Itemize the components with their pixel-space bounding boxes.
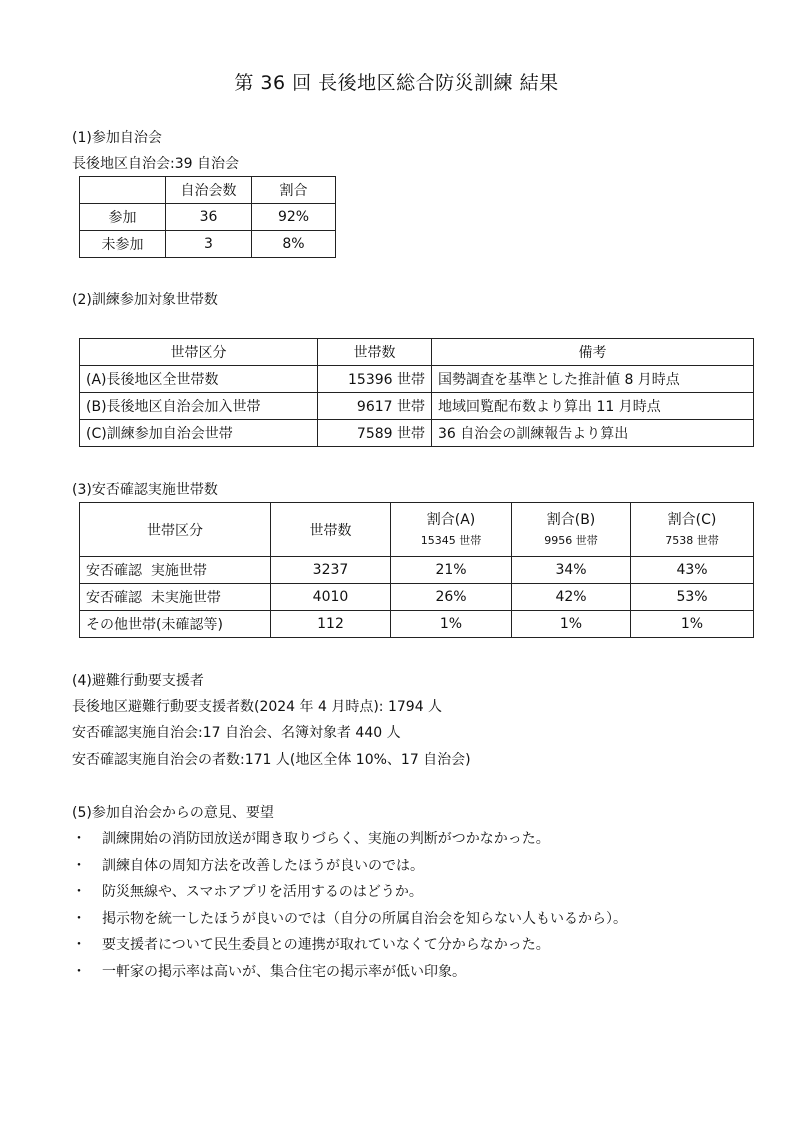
table-row (80, 420, 754, 447)
list-item (72, 963, 466, 981)
table-cell: 34% (512, 557, 631, 584)
table-header-cell: 備考 (432, 339, 754, 366)
table-cell: 26% (391, 584, 512, 611)
list-item-text: 要支援者について民生委員との連携が取れていなくて分からなかった。 (102, 937, 550, 953)
table-row (80, 393, 754, 420)
table-cell: 112 (271, 611, 391, 638)
table-cell: 1% (631, 611, 754, 638)
table-cell: 安否確認 未実施世帯 (80, 584, 271, 611)
households-table (79, 338, 754, 447)
table-row (80, 366, 754, 393)
table-header-cell (631, 503, 754, 557)
bullet-mark: ・ (72, 964, 86, 980)
table-cell: 地域回覧配布数より算出 11 月時点 (432, 393, 754, 420)
section5-heading: (5)参加自治会からの意見、要望 (72, 805, 274, 821)
table-header-row (80, 177, 336, 204)
table-cell: 43% (631, 557, 754, 584)
section1-summary: 長後地区自治会:39 自治会 (72, 156, 239, 172)
table-row (80, 204, 336, 231)
list-item (72, 857, 424, 875)
table-header-cell: 自治会数 (166, 177, 252, 204)
table-cell: 92% (252, 204, 336, 231)
table-cell: (A)長後地区全世帯数 (80, 366, 318, 393)
table-header-cell: 世帯数 (271, 503, 391, 557)
list-item (72, 830, 550, 848)
table-header-cell: 世帯区分 (80, 339, 318, 366)
table-header-cell: 割合 (252, 177, 336, 204)
ratio-c-label: 割合(C) (667, 511, 717, 528)
table-cell: その他世帯(未確認等) (80, 611, 271, 638)
bullet-mark: ・ (72, 884, 86, 900)
section2-heading: (2)訓練参加対象世帯数 (72, 292, 218, 308)
ratio-c-base: 7538 世帯 (665, 533, 719, 547)
table-row (80, 611, 754, 638)
list-item-text: 訓練自体の周知方法を改善したほうが良いのでは。 (102, 858, 424, 874)
table-cell: 3 (166, 231, 252, 258)
table-cell: (B)長後地区自治会加入世帯 (80, 393, 318, 420)
section1-heading: (1)参加自治会 (72, 130, 162, 146)
section4-line: 安否確認実施自治会の者数:171 人(地区全体 10%、17 自治会) (72, 752, 471, 768)
table-cell: 36 自治会の訓練報告より算出 (432, 420, 754, 447)
table-cell: 1% (391, 611, 512, 638)
table-header-row (80, 339, 754, 366)
list-item (72, 883, 423, 901)
section3-heading: (3)安否確認実施世帯数 (72, 482, 218, 498)
table-cell: 53% (631, 584, 754, 611)
table-header-cell: 世帯区分 (80, 503, 271, 557)
table-header-cell (391, 503, 512, 557)
list-item-text: 掲示物を統一したほうが良いのでは（自分の所属自治会を知らない人もいるから）。 (102, 911, 627, 927)
table-header-cell: 世帯数 (318, 339, 432, 366)
table-cell: 1% (512, 611, 631, 638)
list-item (72, 936, 550, 954)
ratio-b-base: 9956 世帯 (544, 533, 598, 547)
bullet-mark: ・ (72, 911, 86, 927)
bullet-mark: ・ (72, 937, 86, 953)
participation-table (79, 176, 336, 258)
table-cell: 未参加 (80, 231, 166, 258)
page-title: 第 36 回 長後地区総合防災訓練 結果 (234, 72, 559, 94)
table-cell: 国勢調査を基準とした推計値 8 月時点 (432, 366, 754, 393)
section4-heading: (4)避難行動要支援者 (72, 673, 204, 689)
table-header-row (80, 503, 754, 557)
table-cell: 15396 世帯 (318, 366, 432, 393)
list-item (72, 910, 627, 928)
table-cell: 7589 世帯 (318, 420, 432, 447)
table-row (80, 557, 754, 584)
bullet-mark: ・ (72, 831, 86, 847)
table-header-cell (512, 503, 631, 557)
bullet-mark: ・ (72, 858, 86, 874)
table-cell: 21% (391, 557, 512, 584)
table-row (80, 231, 336, 258)
table-cell: 4010 (271, 584, 391, 611)
list-item-text: 訓練開始の消防団放送が聞き取りづらく、実施の判断がつかなかった。 (102, 831, 550, 847)
list-item-text: 一軒家の掲示率は高いが、集合住宅の掲示率が低い印象。 (102, 964, 466, 980)
table-cell: 安否確認 実施世帯 (80, 557, 271, 584)
table-header-cell (80, 177, 166, 204)
table-row (80, 584, 754, 611)
table-cell: 42% (512, 584, 631, 611)
table-cell: (C)訓練参加自治会世帯 (80, 420, 318, 447)
list-item-text: 防災無線や、スマホアプリを活用するのはどうか。 (102, 884, 423, 900)
table-cell: 8% (252, 231, 336, 258)
section4-line: 安否確認実施自治会:17 自治会、名簿対象者 440 人 (72, 725, 401, 741)
ratio-a-base: 15345 世帯 (420, 533, 482, 547)
ratio-a-label: 割合(A) (426, 511, 476, 528)
table-cell: 36 (166, 204, 252, 231)
table-cell: 9617 世帯 (318, 393, 432, 420)
table-cell: 3237 (271, 557, 391, 584)
safety-check-table (79, 502, 754, 638)
ratio-b-label: 割合(B) (546, 511, 596, 528)
section4-line: 長後地区避難行動要支援者数(2024 年 4 月時点): 1794 人 (72, 699, 443, 715)
table-cell: 参加 (80, 204, 166, 231)
